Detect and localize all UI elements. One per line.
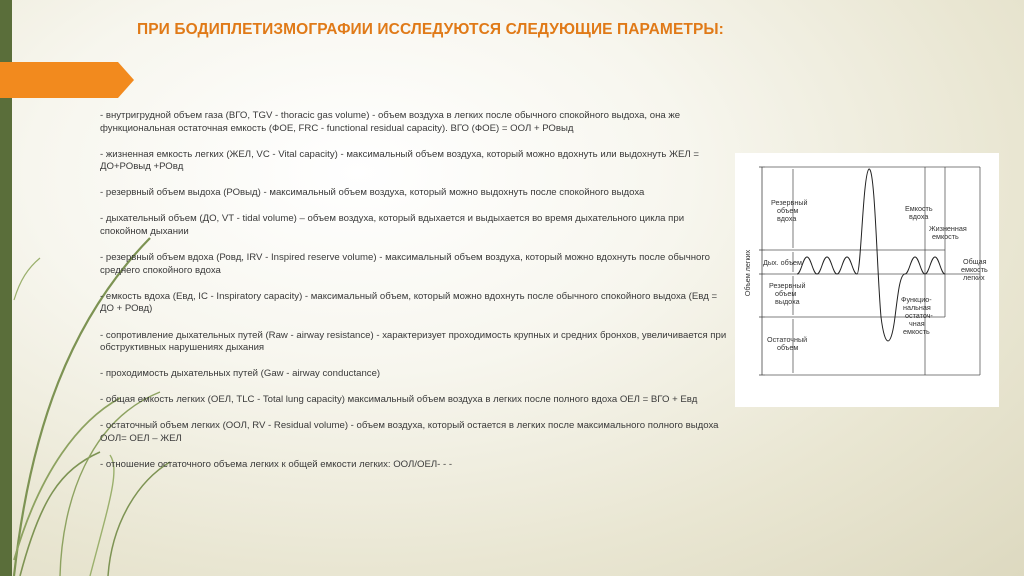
parameter-item: - внутригрудной объем газа (ВГО, TGV - thoracic gas volume) - объем воздуха в легких после обычного спокойного выдоха, она же функциональная остаточная емкость (ФОЕ, FRC - functional residual capacity). ВГО (ФОЕ) = ООЛ + РОвыд — [100, 110, 681, 134]
label-ic-line2: вдоха — [909, 212, 929, 221]
parameter-item: - дыхательный объем (ДО, VT - tidal volume) – объем воздуха, который вдыхается и выдыхается во время дыхательного цикла при спокойном дыхании — [100, 213, 685, 238]
label-erv-line3: выдоха — [775, 297, 800, 306]
label-frc-line4: чная — [909, 319, 925, 328]
y-axis-label: Объем легких — [743, 249, 752, 297]
label-tidal: Дых. объем — [763, 258, 802, 267]
label-vc-line1: Жизненная — [929, 224, 967, 233]
parameter-item: - сопротивление дыхательных путей (Raw - airway resistance) - характеризует проходимость крупных и средних бронхов, увеличивается при обструктивных нарушениях дыхания — [100, 329, 727, 354]
label-frc-line2: нальная — [903, 303, 931, 312]
label-erv-line1: Резервный — [769, 281, 806, 290]
label-erv-line2: объем — [775, 289, 797, 298]
parameter-item: - жизненная емкость легких (ЖЕЛ, VC - Vital capacity) - максимальный объем воздуха, который можно вдохнуть или выдохнуть ЖЕЛ = ДО+РОвыд +РОвд — [100, 148, 699, 173]
label-frc-line3: остаточ- — [905, 311, 933, 320]
label-tlc-line3: легких — [963, 273, 985, 282]
label-rv-line1: Остаточный — [767, 335, 808, 344]
parameters-list — [100, 110, 730, 485]
parameter-item: - остаточный объем легких (ООЛ, RV - Residual volume) - объем воздуха, который остается в легких после максимального полного выдоха ООЛ= ОЕЛ – ЖЕЛ — [100, 420, 719, 444]
parameter-item: - общая емкость легких (ОЕЛ, TLC - Total lung capacity) максимальный объем воздуха в легких после полного вдоха ОЕЛ = ВГО + Евд — [100, 394, 698, 406]
label-vc-line2: емкость — [932, 232, 959, 241]
orange-arrow-shape — [118, 62, 134, 98]
parameter-item: - резервный объем выдоха (РОвыд) - максимальный объем воздуха, который можно выдохнуть после спокойного выдоха — [100, 187, 645, 199]
lung-volumes-diagram — [735, 153, 999, 407]
label-irv-line3: вдоха — [777, 214, 797, 223]
label-tlc-line1: Общая — [963, 257, 987, 266]
parameter-item: - проходимость дыхательных путей (Gaw - airway conductance) — [100, 368, 381, 380]
label-rv-line2: объем — [777, 343, 799, 352]
label-irv-line2: объем — [777, 206, 799, 215]
label-ic-line1: Емкость — [905, 204, 933, 213]
orange-tab-shape — [0, 62, 118, 98]
label-frc-line1: Функцио- — [901, 295, 932, 304]
parameter-item: - емкость вдоха (Евд, IC - Inspiratory capacity) - максимальный объем, который можно вдохнуть после обычного спокойного выдоха (Евд = ДО + РОвд) — [100, 290, 718, 315]
label-frc-line5: емкость — [903, 327, 930, 336]
parameter-item: - резервный объем вдоха (Ровд, IRV - Inspired reserve volume) - максимальный объем воздуха, который можно вдохнуть после обычного среднего спокойного вдоха — [100, 252, 710, 276]
label-irv-line1: Резервный — [771, 198, 808, 207]
parameter-item: - отношение остаточного объема легких к общей емкости легких: ООЛ/ОЕЛ- - - — [100, 459, 453, 471]
slide-title: ПРИ БОДИПЛЕТИЗМОГРАФИИ ИССЛЕДУЮТСЯ СЛЕДУЮЩИЕ ПАРАМЕТРЫ: — [137, 21, 724, 38]
label-tlc-line2: емкость — [961, 265, 988, 274]
